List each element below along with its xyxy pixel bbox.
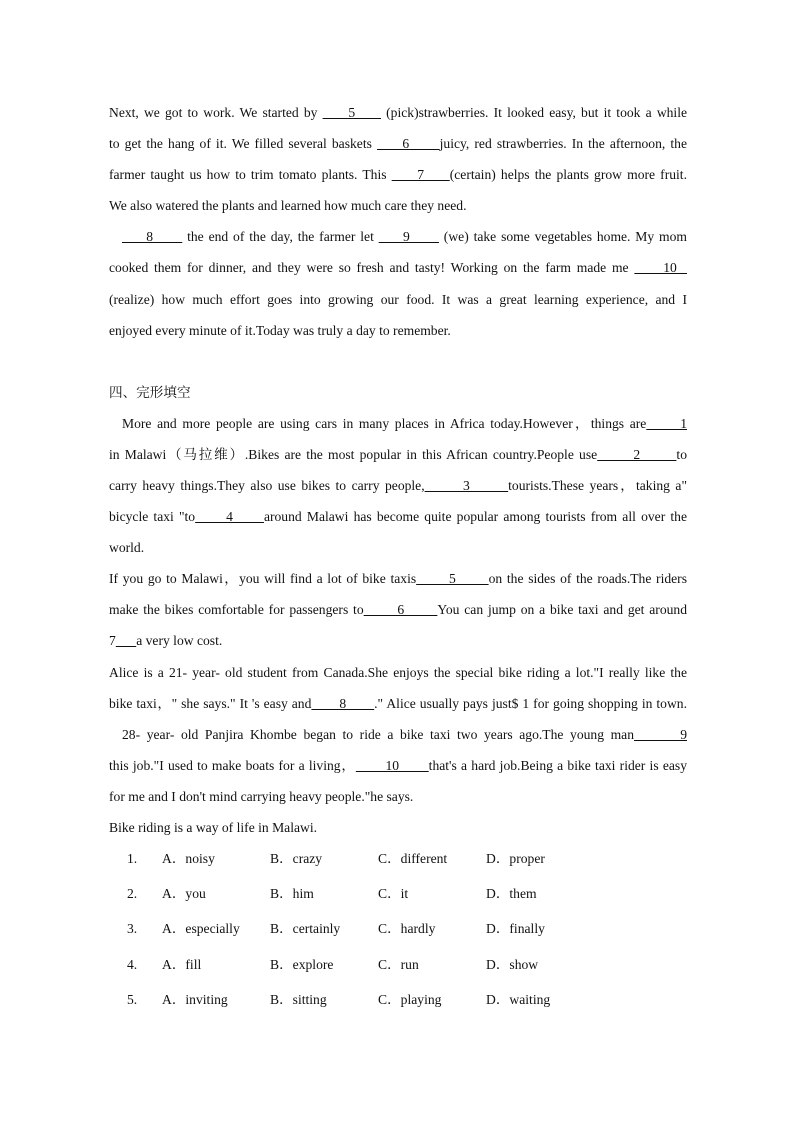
text-segment: world.: [109, 540, 145, 556]
answer-choice: D．proper: [486, 851, 545, 867]
spacer: [109, 349, 687, 380]
passage-1-line: [109, 131, 687, 162]
passage-1-line: [109, 193, 687, 224]
passage-2-line: [109, 504, 687, 535]
options-list: [109, 846, 687, 1022]
question-row: [109, 987, 687, 1022]
blank-underline: 1: [646, 415, 687, 431]
passage-2-line: [109, 753, 687, 784]
answer-choice: B．him: [270, 886, 314, 902]
blank-underline: 9: [634, 726, 687, 742]
question-number: 4.: [127, 956, 138, 972]
text-segment: cooked them for dinner, and they were so fresh and tasty! Working on the farm made me: [109, 260, 635, 276]
blank-underline: 7: [391, 167, 450, 183]
passage-1-line: [109, 318, 687, 349]
blank-underline: 8: [122, 229, 183, 245]
passage-2-line: [109, 628, 687, 659]
blank-underline: 2: [597, 446, 677, 462]
blank-underline: 6: [363, 602, 438, 618]
question-row: [109, 846, 687, 881]
question-row: [109, 881, 687, 916]
section-title: 四、完形填空: [109, 384, 191, 400]
passage-2: [109, 411, 687, 846]
blank-underline: 10: [634, 260, 687, 276]
answer-choice: D．show: [486, 956, 539, 972]
text-segment: bicycle taxi "to: [109, 509, 196, 525]
passage-2-line: [109, 597, 687, 628]
answer-choice: D．waiting: [486, 991, 551, 1007]
text-segment: a very low cost.: [136, 633, 223, 649]
passage-2-line: [109, 784, 687, 815]
text-segment: You can jump on a bike taxi and get around: [437, 602, 687, 618]
passage-1-line: [109, 287, 687, 318]
passage-2-line: [109, 691, 687, 722]
question-row: [109, 916, 687, 951]
passage-1-line: [109, 255, 687, 286]
answer-choice: C．run: [378, 956, 419, 972]
answer-choice: B．certainly: [270, 921, 341, 937]
blank-underline: 9: [378, 229, 439, 245]
text-segment: farmer taught us how to trim tomato plants. This: [109, 167, 392, 183]
text-segment: (pick)strawberries. It looked easy, but it took a while: [381, 105, 687, 120]
text-segment: juicy, red strawberries. In the afternoon, the: [439, 136, 687, 152]
passage-1-line: [109, 162, 687, 193]
text-segment: Bike riding is a way of life in Malawi.: [109, 819, 318, 835]
answer-choice: A．especially: [162, 921, 240, 937]
text-segment: enjoyed every minute of it.Today was truly a day to remember.: [109, 322, 451, 338]
question-number: 3.: [127, 921, 138, 937]
question-number: 2.: [127, 886, 138, 902]
text-segment: 7: [109, 633, 116, 649]
text-segment: that's a hard job.Being a bike taxi rider is easy: [428, 757, 687, 773]
text-segment: (certain) helps the plants grow more fruit.: [449, 167, 687, 183]
passage-2-line: [109, 442, 687, 473]
passage-1-line: [109, 224, 687, 255]
blank-underline: 8: [311, 695, 375, 711]
answer-choice: A．you: [162, 886, 206, 902]
blank-underline: 5: [416, 571, 489, 587]
text-segment: to: [676, 446, 687, 462]
passage-2-line: [109, 566, 687, 597]
answer-choice: A．inviting: [162, 991, 228, 1007]
text-segment: 28- year- old Panjira Khombe began to ride a bike taxi two years ago.The young man: [122, 726, 635, 742]
passage-2-line: [109, 722, 687, 753]
answer-choice: B．sitting: [270, 991, 327, 1007]
question-number: 5.: [127, 991, 138, 1007]
answer-choice: B．crazy: [270, 851, 323, 867]
text-segment: this job."I used to make boats for a living，: [109, 757, 356, 773]
text-segment: ." Alice usually pays just$ 1 for going shopping in town.: [374, 695, 687, 711]
answer-choice: D．finally: [486, 921, 545, 937]
text-segment: Alice is a 21- year- old student from Canada.She enjoys the special bike riding a lot."I really like the: [109, 664, 687, 680]
answer-choice: C．playing: [378, 991, 442, 1007]
text-segment: If you go to Malawi，you will find a lot of bike taxis: [109, 571, 417, 587]
blank-underline: 6: [376, 136, 440, 152]
question-number: 1.: [127, 851, 138, 867]
text-segment: around Malawi has become quite popular among tourists from all over the: [263, 509, 687, 525]
blank-underline: 3: [424, 477, 509, 493]
text-segment: bike taxi，" she says." It 's easy and: [109, 695, 312, 711]
answer-choice: A．fill: [162, 956, 202, 972]
question-row: [109, 952, 687, 987]
answer-choice: B．explore: [270, 956, 334, 972]
answer-choice: A．noisy: [162, 851, 215, 867]
passage-2-line: [109, 535, 687, 566]
text-segment: More and more people are using cars in many places in Africa today.However，things are: [122, 415, 647, 431]
blank-underline: [116, 633, 136, 648]
blank-underline: 5: [322, 105, 381, 120]
answer-choice: C．hardly: [378, 921, 436, 937]
text-segment: the end of the day, the farmer let: [182, 229, 379, 245]
text-segment: carry heavy things.They also use bikes to carry people,: [109, 477, 425, 493]
text-segment: We also watered the plants and learned how much care they need.: [109, 198, 467, 214]
passage-2-line: [109, 660, 687, 691]
blank-underline: 10: [355, 757, 429, 773]
passage-1-line: [109, 100, 687, 131]
answer-choice: D．them: [486, 886, 537, 902]
text-segment: tourists.These years，taking a": [508, 477, 687, 493]
answer-choice: C．it: [378, 886, 409, 902]
text-segment: (realize) how much effort goes into growing our food. It was a great learning experience, and I: [109, 291, 687, 307]
blank-underline: 4: [195, 509, 264, 525]
text-segment: to get the hang of it. We filled several baskets: [109, 136, 377, 152]
passage-1: [109, 100, 687, 349]
passage-2-line: [109, 815, 687, 846]
text-segment: for me and I don't mind carrying heavy people."he says.: [109, 788, 414, 804]
passage-2-line: [109, 473, 687, 504]
passage-2-line: [109, 411, 687, 442]
answer-choice: C．different: [378, 851, 448, 867]
text-segment: (we) take some vegetables home. My mom: [438, 229, 687, 245]
text-segment: in Malawi（马拉维）.Bikes are the most popular in this African country.People use: [109, 446, 598, 462]
document-content: [109, 100, 687, 1022]
text-segment: on the sides of the roads.The riders: [488, 571, 687, 587]
text-segment: make the bikes comfortable for passengers to: [109, 602, 364, 618]
text-segment: Next, we got to work. We started by: [109, 105, 323, 120]
